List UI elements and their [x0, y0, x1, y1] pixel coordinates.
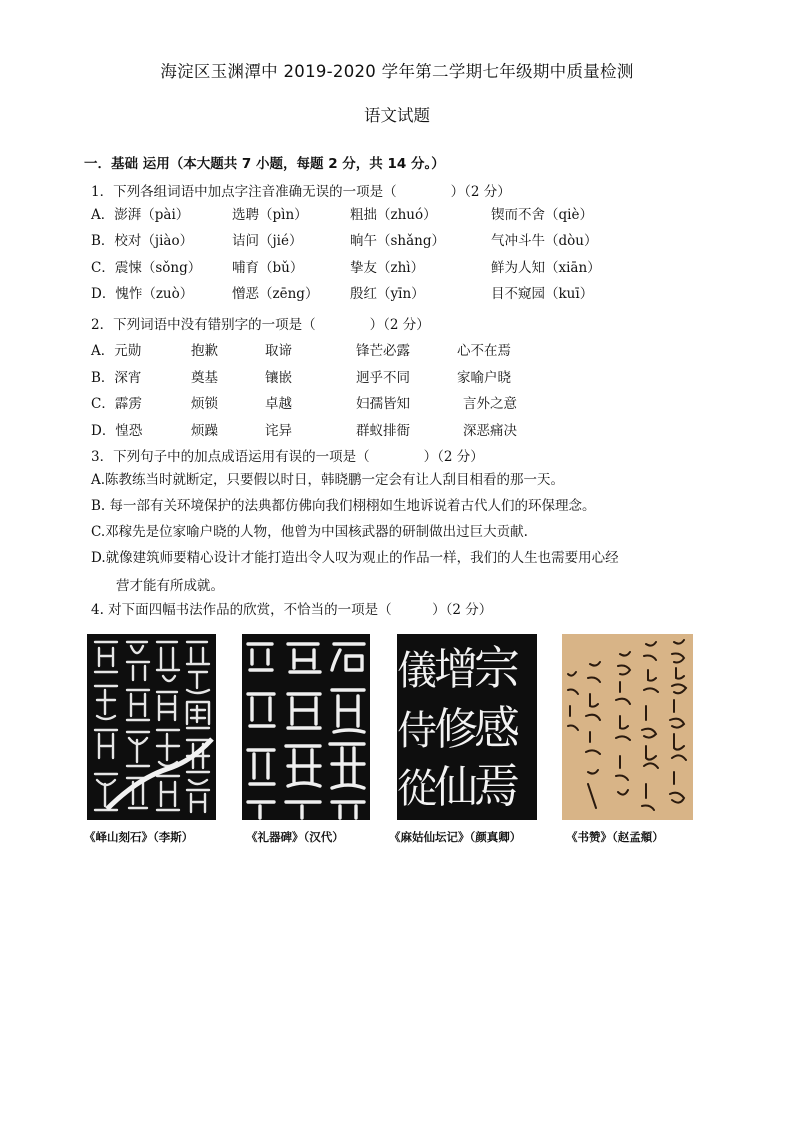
- q2-a-2: 抱歉: [191, 343, 218, 359]
- q1-b-4: 气冲斗牛（dòu）: [491, 233, 598, 249]
- q2-a-5: 心不在焉: [457, 343, 511, 359]
- q1-d-1: D．愧怍（zuò）: [91, 286, 194, 302]
- q1-c-3: 挚友（zhì）: [350, 260, 425, 276]
- q2-a-1: A．元勋: [91, 343, 142, 359]
- q1-d-2: 憎恶（zēng）: [232, 286, 319, 302]
- q2-b-4: 迥乎不同: [356, 370, 410, 386]
- svg-text:焉: 焉: [474, 759, 520, 813]
- q3-option-a: A.陈教练当时就断定，只要假以时日，韩晓鹏一定会有让人刮目相看的那一天。: [91, 472, 565, 488]
- q2-b-3: 镶嵌: [265, 370, 292, 386]
- svg-text:儀: 儀: [397, 648, 437, 694]
- q2-c-5: 言外之意: [463, 396, 517, 412]
- q1-c-1: C．震悚（sǒng）: [91, 260, 202, 276]
- calligraphy-magu-glyphs: [397, 634, 537, 820]
- q2-stem: 2．下列词语中没有错别字的一项是（ ）（2 分）: [91, 317, 430, 333]
- q1-b-3: 晌午（shǎng）: [350, 233, 446, 249]
- q1-a-4: 锲而不舍（qiè）: [491, 207, 593, 223]
- q1-a-3: 粗拙（zhuó）: [350, 207, 437, 223]
- q2-d-4: 群蚁排衙: [356, 423, 410, 439]
- calligraphy-magu-altar-image: [397, 634, 537, 820]
- exam-subtitle: 语文试题: [364, 106, 430, 125]
- q3-option-b: B. 每一部有关环境保护的法典都仿佛向我们栩栩如生地诉说着古代人们的环保理念。: [91, 498, 596, 514]
- q1-d-3: 殷红（yīn）: [350, 286, 425, 302]
- q3-option-c: C.邓稼先是位家喻户晓的人物，他曾为中国核武器的研制做出过巨大贡献.: [91, 524, 528, 540]
- q4-stem: 4. 对下面四幅书法作品的欣赏，不恰当的一项是（ ）（2 分）: [91, 602, 493, 618]
- svg-text:仙: 仙: [434, 762, 478, 813]
- q2-b-2: 奠基: [191, 370, 218, 386]
- calligraphy-liqi-glyphs: [242, 634, 370, 820]
- q2-c-2: 烦锁: [191, 396, 218, 412]
- q2-a-4: 锋芒必露: [356, 343, 410, 359]
- svg-text:宗: 宗: [474, 641, 520, 695]
- caption-shuzan: 《书赞》（赵孟頫）: [566, 830, 664, 844]
- caption-magu: 《麻姑仙坛记》（颜真卿）: [389, 830, 522, 844]
- q3-option-d-cont: 营才能有所成就。: [116, 578, 224, 594]
- svg-text:從: 從: [397, 766, 437, 812]
- svg-text:感: 感: [474, 701, 520, 755]
- calligraphy-yishan-glyphs: [87, 634, 216, 820]
- q2-d-2: 烦躁: [191, 423, 218, 439]
- caption-yishan: 《峄山刻石》（李斯）: [84, 830, 194, 844]
- q2-d-1: D．惶恐: [91, 423, 143, 439]
- caption-liqi: 《礼器碑》（汉代）: [246, 830, 344, 844]
- q2-a-3: 取谛: [265, 343, 292, 359]
- q1-c-2: 哺育（bǔ）: [232, 260, 304, 276]
- calligraphy-liqi-stele-image: [242, 634, 370, 820]
- q1-d-4: 目不窥园（kuī）: [491, 286, 594, 302]
- q3-option-d: D.就像建筑师要精心设计才能打造出令人叹为观止的作品一样，我们的人生也需要用心经: [91, 550, 619, 566]
- q1-a-1: A．澎湃（pài）: [91, 207, 190, 223]
- q2-c-1: C．霹雳: [91, 396, 142, 412]
- exam-title: 海淀区玉渊潭中 2019-2020 学年第二学期七年级期中质量检测: [160, 62, 634, 81]
- svg-text:侍: 侍: [397, 708, 437, 754]
- svg-text:增: 增: [434, 644, 478, 695]
- calligraphy-shuzan-glyphs: [562, 634, 693, 820]
- calligraphy-yishan-stele-image: [87, 634, 216, 820]
- q2-c-3: 卓越: [265, 396, 292, 412]
- q2-d-5: 深恶痛决: [463, 423, 517, 439]
- q1-a-2: 选聘（pìn）: [232, 207, 308, 223]
- q2-d-3: 诧异: [265, 423, 292, 439]
- q3-stem: 3．下列句子中的加点成语运用有误的一项是（ ）（2 分）: [91, 449, 484, 465]
- q1-c-4: 鲜为人知（xiān）: [491, 260, 601, 276]
- q2-b-5: 家喻户晓: [457, 370, 511, 386]
- calligraphy-shuzan-image: [562, 634, 693, 820]
- section-heading: 一．基础 运用（本大题共 7 小题，每题 2 分，共 14 分。）: [84, 156, 445, 172]
- svg-text:修: 修: [434, 704, 478, 755]
- q1-b-2: 诘问（jié）: [232, 233, 303, 249]
- q2-c-4: 妇孺皆知: [356, 396, 410, 412]
- q2-b-1: B．深宵: [91, 370, 142, 386]
- q1-b-1: B．校对（jiào）: [91, 233, 194, 249]
- q1-stem: 1．下列各组词语中加点字注音准确无误的一项是（ ）（2 分）: [91, 184, 511, 200]
